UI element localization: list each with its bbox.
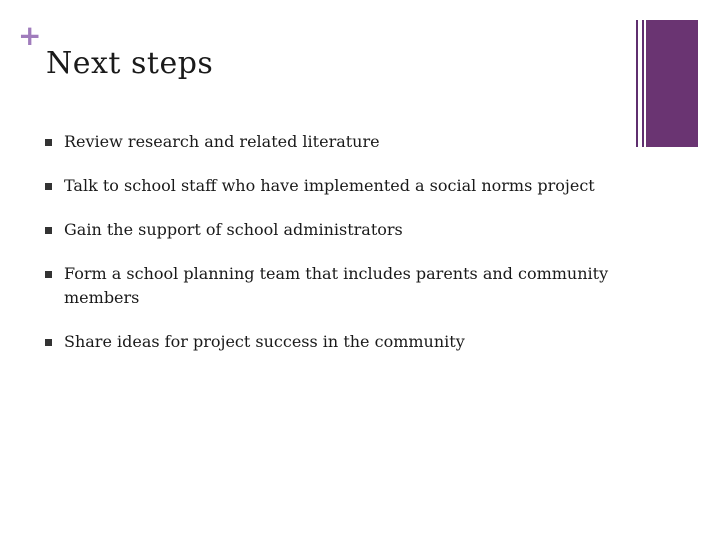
square-bullet-icon (45, 227, 52, 234)
square-bullet-icon (45, 183, 52, 190)
square-bullet-icon (45, 139, 52, 146)
decorative-purple-block (646, 20, 698, 147)
bullet-item (44, 174, 624, 198)
bullet-text: Gain the support of school administrators (64, 220, 403, 239)
bullet-item (44, 130, 624, 154)
square-bullet-icon (45, 271, 52, 278)
square-bullet-icon (45, 339, 52, 346)
bullet-item (44, 262, 624, 310)
bullet-text: Review research and related literature (64, 132, 380, 151)
bullet-item (44, 330, 624, 354)
plus-decoration: + (18, 19, 42, 52)
bullet-text: Form a school planning team that includes parents and community members (64, 264, 609, 307)
slide-title: Next steps (46, 46, 214, 81)
bullet-text: Talk to school staff who have implemented a social norms project (64, 176, 595, 195)
decorative-thin-line (642, 20, 644, 147)
decorative-thin-line (636, 20, 638, 147)
bullet-text: Share ideas for project success in the community (64, 332, 465, 351)
bullet-item (44, 218, 624, 242)
decorative-bar-block (636, 20, 698, 147)
bullet-list (44, 130, 624, 374)
